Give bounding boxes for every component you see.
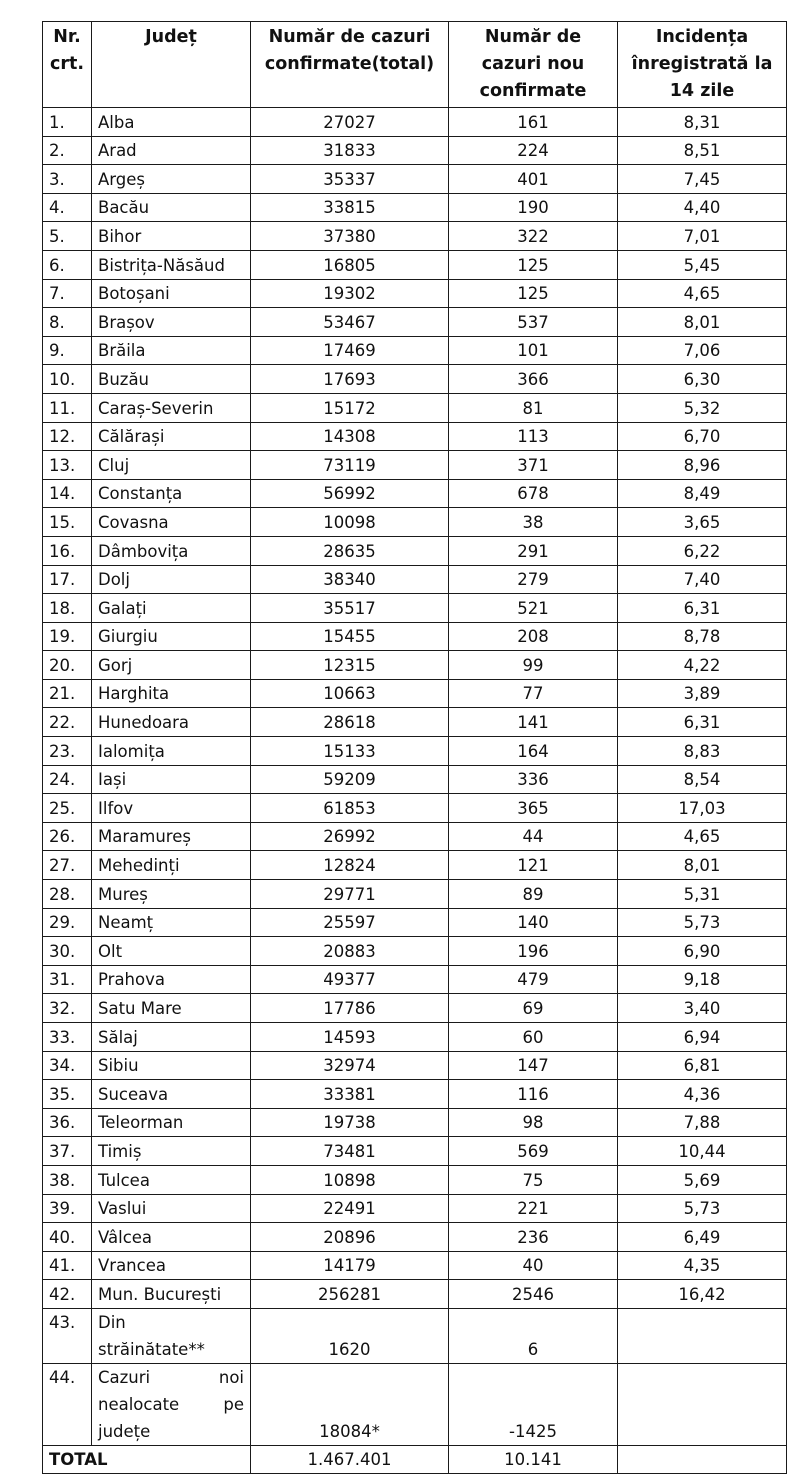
cell-total: 10098	[251, 508, 449, 537]
cell-total: 56992	[251, 479, 449, 508]
cell-nr: 36.	[43, 1108, 92, 1137]
table-row	[43, 250, 787, 279]
cell-nr: 26.	[43, 822, 92, 851]
cell-total: 19738	[251, 1108, 449, 1137]
cell-total: 16805	[251, 250, 449, 279]
cell-total: 10898	[251, 1165, 449, 1194]
cell-incidence: 4,65	[618, 279, 787, 308]
cell-nr: 44.	[43, 1363, 92, 1445]
cell-judet: Vrancea	[92, 1251, 251, 1280]
cell-total: 20896	[251, 1223, 449, 1252]
cell-total: 38340	[251, 565, 449, 594]
cell-judet: Brașov	[92, 308, 251, 337]
cell-new: 196	[449, 937, 618, 966]
cell-nr: 4.	[43, 193, 92, 222]
cell-nr: 37.	[43, 1137, 92, 1166]
cell-total: 73119	[251, 451, 449, 480]
cell-new: 40	[449, 1251, 618, 1280]
table-row	[43, 222, 787, 251]
cell-incidence: 4,36	[618, 1080, 787, 1109]
cell-total: 33381	[251, 1080, 449, 1109]
cell-incidence: 6,31	[618, 594, 787, 623]
table-row	[43, 193, 787, 222]
cell-incidence: 7,01	[618, 222, 787, 251]
cell-incidence: 5,73	[618, 908, 787, 937]
table-row	[43, 708, 787, 737]
table-row	[43, 737, 787, 766]
cell-new: 236	[449, 1223, 618, 1252]
cell-total-label: TOTAL	[43, 1445, 251, 1473]
cell-incidence: 5,45	[618, 250, 787, 279]
cell-incidence: 8,51	[618, 136, 787, 165]
cell-incidence: 8,01	[618, 308, 787, 337]
table-row	[43, 479, 787, 508]
cell-new: 2546	[449, 1280, 618, 1309]
table-header-row	[43, 22, 787, 108]
cell-judet: Covasna	[92, 508, 251, 537]
cell-total: 14179	[251, 1251, 449, 1280]
cell-nr: 32.	[43, 994, 92, 1023]
cell-total-confirmed: 1.467.401	[251, 1445, 449, 1473]
cell-incidence: 7,88	[618, 1108, 787, 1137]
cell-total: 25597	[251, 908, 449, 937]
cell-judet: Vaslui	[92, 1194, 251, 1223]
cell-new: 279	[449, 565, 618, 594]
table-row	[43, 336, 787, 365]
cell-incidence: 3,89	[618, 679, 787, 708]
cell-nr: 13.	[43, 451, 92, 480]
cell-incidence: 10,44	[618, 1137, 787, 1166]
cell-nr: 42.	[43, 1280, 92, 1309]
cell-total: 14593	[251, 1023, 449, 1052]
header-total-confirmed: Număr de cazuri confirmate(total)	[251, 22, 449, 108]
cell-judet: Maramureș	[92, 822, 251, 851]
cell-new: 89	[449, 880, 618, 909]
header-nr: Nr. crt.	[43, 22, 92, 108]
cell-total: 49377	[251, 965, 449, 994]
table-row	[43, 308, 787, 337]
cell-total: 35517	[251, 594, 449, 623]
cell-incidence: 7,06	[618, 336, 787, 365]
table-row-abroad	[43, 1308, 787, 1363]
cell-incidence: 8,96	[618, 451, 787, 480]
table-row	[43, 1108, 787, 1137]
cell-incidence	[618, 1308, 787, 1363]
cell-nr: 23.	[43, 737, 92, 766]
cell-total: 19302	[251, 279, 449, 308]
cell-new: 190	[449, 193, 618, 222]
cell-judet: Mun. București	[92, 1280, 251, 1309]
cell-total: 15455	[251, 622, 449, 651]
cell-nr: 21.	[43, 679, 92, 708]
cell-judet: Constanța	[92, 479, 251, 508]
table-row	[43, 794, 787, 823]
header-judet: Județ	[92, 22, 251, 108]
cell-new: 678	[449, 479, 618, 508]
cell-incidence: 6,70	[618, 422, 787, 451]
cell-nr: 7.	[43, 279, 92, 308]
cell-new: 113	[449, 422, 618, 451]
cell-judet: Botoșani	[92, 279, 251, 308]
table-row	[43, 422, 787, 451]
table-row	[43, 1023, 787, 1052]
cell-incidence: 5,73	[618, 1194, 787, 1223]
cell-nr: 20.	[43, 651, 92, 680]
cell-nr: 18.	[43, 594, 92, 623]
table-row	[43, 536, 787, 565]
cell-nr: 25.	[43, 794, 92, 823]
table-row	[43, 165, 787, 194]
cell-new: 75	[449, 1165, 618, 1194]
cell-new: 336	[449, 765, 618, 794]
cell-nr: 22.	[43, 708, 92, 737]
cell-judet: Teleorman	[92, 1108, 251, 1137]
cell-incidence: 6,22	[618, 536, 787, 565]
cell-incidence: 6,31	[618, 708, 787, 737]
table-body	[43, 108, 787, 1474]
cell-incidence: 7,40	[618, 565, 787, 594]
cell-total: 31833	[251, 136, 449, 165]
cell-new: 125	[449, 250, 618, 279]
cell-judet: Sibiu	[92, 1051, 251, 1080]
cell-nr: 27.	[43, 851, 92, 880]
cell-incidence	[618, 1363, 787, 1445]
cell-nr: 15.	[43, 508, 92, 537]
cell-judet: Cazuri noi nealocate pe județe	[92, 1363, 251, 1445]
table-row	[43, 994, 787, 1023]
cell-judet: Dâmbovița	[92, 536, 251, 565]
cell-judet: Gorj	[92, 651, 251, 680]
cell-nr: 1.	[43, 108, 92, 137]
cell-total: 15133	[251, 737, 449, 766]
table-row	[43, 937, 787, 966]
cell-new: 371	[449, 451, 618, 480]
cell-judet: Caraș-Severin	[92, 393, 251, 422]
cell-judet: Alba	[92, 108, 251, 137]
cell-judet: Tulcea	[92, 1165, 251, 1194]
cell-incidence: 6,30	[618, 365, 787, 394]
cell-total: 26992	[251, 822, 449, 851]
table-row	[43, 393, 787, 422]
cell-incidence: 4,22	[618, 651, 787, 680]
cell-new: 125	[449, 279, 618, 308]
cell-incidence: 5,69	[618, 1165, 787, 1194]
cell-judet: Giurgiu	[92, 622, 251, 651]
table-row	[43, 594, 787, 623]
header-incidence: Incidența înregistrată la 14 zile	[618, 22, 787, 108]
cell-nr: 40.	[43, 1223, 92, 1252]
cell-new: 366	[449, 365, 618, 394]
cell-new: 98	[449, 1108, 618, 1137]
table-row	[43, 279, 787, 308]
cell-judet: Buzău	[92, 365, 251, 394]
cell-judet: Călărași	[92, 422, 251, 451]
cell-total: 61853	[251, 794, 449, 823]
cell-judet: Dolj	[92, 565, 251, 594]
table-row	[43, 451, 787, 480]
cell-incidence: 5,31	[618, 880, 787, 909]
table-row	[43, 765, 787, 794]
cell-new: 99	[449, 651, 618, 680]
cell-judet: Timiș	[92, 1137, 251, 1166]
cell-judet: Din străinătate**	[92, 1308, 251, 1363]
cell-judet: Bihor	[92, 222, 251, 251]
cell-judet: Ialomița	[92, 737, 251, 766]
cell-judet: Brăila	[92, 336, 251, 365]
cell-total: 12315	[251, 651, 449, 680]
cell-total: 35337	[251, 165, 449, 194]
cell-judet: Iași	[92, 765, 251, 794]
table-row-unallocated	[43, 1363, 787, 1445]
cell-incidence: 4,40	[618, 193, 787, 222]
cell-new: 81	[449, 393, 618, 422]
table-row	[43, 1051, 787, 1080]
cell-new: 101	[449, 336, 618, 365]
cell-nr: 2.	[43, 136, 92, 165]
cell-incidence: 6,94	[618, 1023, 787, 1052]
cell-new: 69	[449, 994, 618, 1023]
header-new-confirmed: Număr de cazuri nou confirmate	[449, 22, 618, 108]
table-row	[43, 1223, 787, 1252]
table-row	[43, 880, 787, 909]
cell-nr: 12.	[43, 422, 92, 451]
cell-new: 141	[449, 708, 618, 737]
cell-new: 208	[449, 622, 618, 651]
cell-nr: 24.	[43, 765, 92, 794]
cell-judet: Bistrița-Năsăud	[92, 250, 251, 279]
cell-total: 33815	[251, 193, 449, 222]
cell-judet: Ilfov	[92, 794, 251, 823]
cell-total-new: 10.141	[449, 1445, 618, 1473]
cell-total: 18084*	[251, 1363, 449, 1445]
cell-new: 479	[449, 965, 618, 994]
cell-new: -1425	[449, 1363, 618, 1445]
cell-judet: Galați	[92, 594, 251, 623]
table-row	[43, 1137, 787, 1166]
cell-total: 12824	[251, 851, 449, 880]
cell-incidence: 8,54	[618, 765, 787, 794]
cell-total: 28635	[251, 536, 449, 565]
table-row	[43, 1194, 787, 1223]
cell-judet: Mehedinți	[92, 851, 251, 880]
cell-nr: 34.	[43, 1051, 92, 1080]
cell-incidence: 8,83	[618, 737, 787, 766]
cell-incidence: 6,90	[618, 937, 787, 966]
table-row	[43, 108, 787, 137]
cell-total: 1620	[251, 1308, 449, 1363]
cell-nr: 16.	[43, 536, 92, 565]
cell-new: 147	[449, 1051, 618, 1080]
table-row	[43, 851, 787, 880]
cell-judet: Cluj	[92, 451, 251, 480]
cell-judet: Harghita	[92, 679, 251, 708]
cell-judet: Olt	[92, 937, 251, 966]
table-row	[43, 1165, 787, 1194]
cell-nr: 33.	[43, 1023, 92, 1052]
cell-incidence: 3,40	[618, 994, 787, 1023]
cell-new: 521	[449, 594, 618, 623]
cell-incidence: 4,65	[618, 822, 787, 851]
cell-nr: 43.	[43, 1308, 92, 1363]
cell-total: 37380	[251, 222, 449, 251]
cell-nr: 35.	[43, 1080, 92, 1109]
cell-nr: 10.	[43, 365, 92, 394]
cell-judet: Satu Mare	[92, 994, 251, 1023]
cell-new: 221	[449, 1194, 618, 1223]
cell-new: 569	[449, 1137, 618, 1166]
table-row	[43, 565, 787, 594]
cell-nr: 11.	[43, 393, 92, 422]
cell-total: 20883	[251, 937, 449, 966]
cell-new: 116	[449, 1080, 618, 1109]
table-row	[43, 1251, 787, 1280]
cell-total: 256281	[251, 1280, 449, 1309]
cell-incidence: 8,78	[618, 622, 787, 651]
cell-incidence: 8,31	[618, 108, 787, 137]
cell-new: 77	[449, 679, 618, 708]
table-row	[43, 136, 787, 165]
cell-new: 291	[449, 536, 618, 565]
cell-total: 59209	[251, 765, 449, 794]
cell-incidence: 6,81	[618, 1051, 787, 1080]
cell-judet: Bacău	[92, 193, 251, 222]
cell-new: 38	[449, 508, 618, 537]
cell-total: 10663	[251, 679, 449, 708]
cell-judet: Sălaj	[92, 1023, 251, 1052]
cell-new: 44	[449, 822, 618, 851]
cell-nr: 14.	[43, 479, 92, 508]
cell-judet: Mureș	[92, 880, 251, 909]
table-row	[43, 908, 787, 937]
cell-incidence: 8,01	[618, 851, 787, 880]
cell-total: 27027	[251, 108, 449, 137]
cell-total: 17693	[251, 365, 449, 394]
cell-total: 17786	[251, 994, 449, 1023]
cell-new: 365	[449, 794, 618, 823]
cell-total: 17469	[251, 336, 449, 365]
cell-total: 28618	[251, 708, 449, 737]
cell-nr: 31.	[43, 965, 92, 994]
cell-total: 22491	[251, 1194, 449, 1223]
table-row	[43, 622, 787, 651]
cell-nr: 5.	[43, 222, 92, 251]
cell-incidence: 6,49	[618, 1223, 787, 1252]
cell-judet: Arad	[92, 136, 251, 165]
cell-total: 29771	[251, 880, 449, 909]
cell-new: 60	[449, 1023, 618, 1052]
cell-nr: 8.	[43, 308, 92, 337]
table-row	[43, 365, 787, 394]
cell-new: 121	[449, 851, 618, 880]
table-row	[43, 679, 787, 708]
cell-total: 14308	[251, 422, 449, 451]
cell-new: 6	[449, 1308, 618, 1363]
cell-nr: 9.	[43, 336, 92, 365]
cell-new: 164	[449, 737, 618, 766]
cell-new: 161	[449, 108, 618, 137]
cell-judet: Prahova	[92, 965, 251, 994]
cell-nr: 3.	[43, 165, 92, 194]
cell-judet: Vâlcea	[92, 1223, 251, 1252]
cell-judet: Suceava	[92, 1080, 251, 1109]
cell-incidence: 17,03	[618, 794, 787, 823]
cell-new: 140	[449, 908, 618, 937]
cell-judet: Hunedoara	[92, 708, 251, 737]
cell-incidence: 3,65	[618, 508, 787, 537]
cell-judet: Neamț	[92, 908, 251, 937]
table-row	[43, 1280, 787, 1309]
cell-incidence: 7,45	[618, 165, 787, 194]
cell-new: 224	[449, 136, 618, 165]
cell-nr: 29.	[43, 908, 92, 937]
table-row	[43, 822, 787, 851]
cell-incidence: 4,35	[618, 1251, 787, 1280]
cell-nr: 39.	[43, 1194, 92, 1223]
cell-new: 322	[449, 222, 618, 251]
cell-total: 32974	[251, 1051, 449, 1080]
cell-nr: 19.	[43, 622, 92, 651]
table-row	[43, 965, 787, 994]
cell-new: 401	[449, 165, 618, 194]
cell-incidence: 8,49	[618, 479, 787, 508]
cell-nr: 30.	[43, 937, 92, 966]
table-row	[43, 651, 787, 680]
cell-total: 53467	[251, 308, 449, 337]
cases-by-county-table	[42, 21, 787, 1474]
cell-total: 15172	[251, 393, 449, 422]
cell-incidence: 16,42	[618, 1280, 787, 1309]
cell-nr: 41.	[43, 1251, 92, 1280]
cell-nr: 38.	[43, 1165, 92, 1194]
cell-nr: 28.	[43, 880, 92, 909]
cell-incidence: 9,18	[618, 965, 787, 994]
table-row	[43, 508, 787, 537]
cell-new: 537	[449, 308, 618, 337]
cell-nr: 17.	[43, 565, 92, 594]
cell-judet: Argeș	[92, 165, 251, 194]
cell-nr: 6.	[43, 250, 92, 279]
cell-total: 73481	[251, 1137, 449, 1166]
table-row	[43, 1080, 787, 1109]
cell-incidence: 5,32	[618, 393, 787, 422]
